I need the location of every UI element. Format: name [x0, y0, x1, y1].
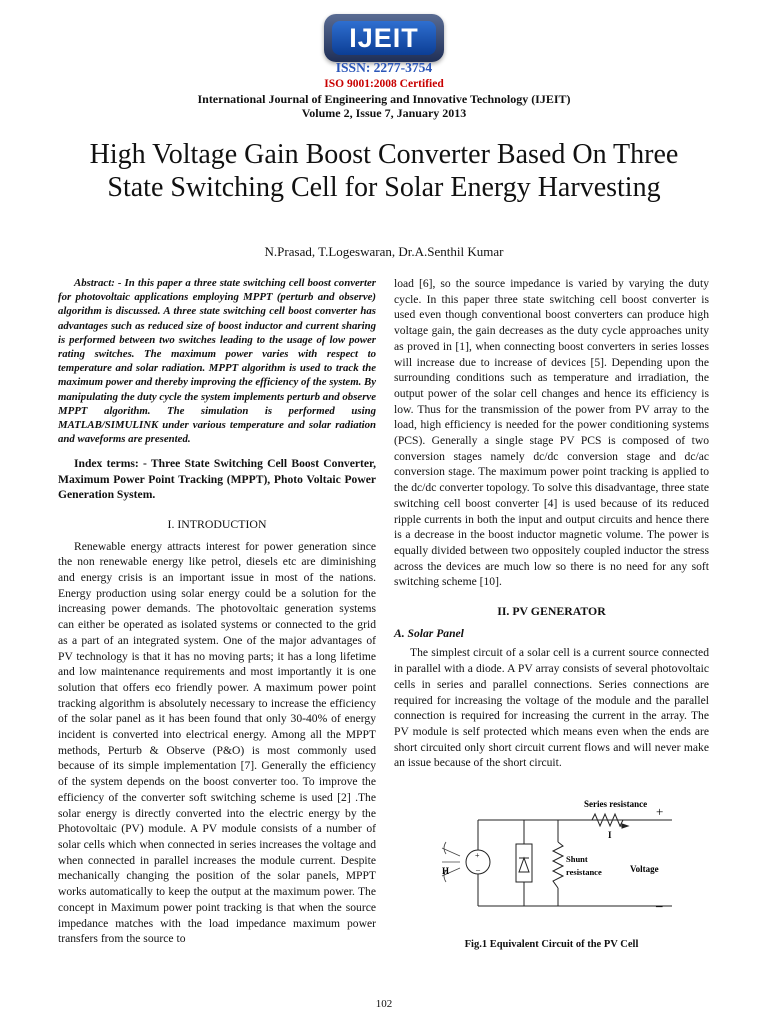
section-pv-generator-heading: II. PV GENERATOR	[497, 604, 606, 619]
source-plus: +	[475, 851, 480, 860]
irradiance-label: H	[442, 866, 450, 876]
pv-cell-equivalent-circuit-figure	[432, 796, 692, 936]
right-column	[394, 276, 709, 771]
iso-certification: ISO 9001:2008 Certified	[324, 78, 444, 90]
page-number: 102	[375, 998, 393, 1010]
paper-title: High Voltage Gain Boost Converter Based On Three State Switching Cell for Solar Energy Harvesting	[89, 139, 679, 203]
current-label: I	[608, 830, 612, 840]
journal-name: International Journal of Engineering and Innovative Technology (IJEIT)	[197, 92, 571, 106]
voltage-label: Voltage	[630, 864, 659, 874]
index-terms: Index terms: - Three State Switching Cell Boost Converter, Maximum Power Point Tracking (MPPT), Photo Voltaic Power Generation System.	[58, 457, 376, 502]
paper-authors: N.Prasad, T.Logeswaran, Dr.A.Senthil Kumar	[264, 244, 504, 259]
section-introduction-heading: I. INTRODUCTION	[167, 516, 267, 531]
introduction-text: Renewable energy attracts interest for power generation since the non renewable energy like petrol, diesels etc are diminishing and energy crisis is an important issue in most of the nations. Energy production using solar energy could be a solution for the increasing power demands. The photovoltaic generation systems can either be operated as isolated systems or connected to the grid as a part of an integrated system. One of the major advantages of PV technology is that it has no moving parts; it has a long lifetime and low maintenance requirements and most importantly it is one solution that offers eco friendly power. A maximum power point tracking algorithm is absolutely necessary to increase the efficiency of the solar panel as it has been found that only 30-40% of energy incident is converted into electrical energy. Among all the MPPT methods, Perturb & Observe (P&O) is most commonly used because of its simple implementation [7]. Generally the efficiency of the system depends on the boost converter too. To improve the efficiency of the converter soft switching scheme is used [2] .The solar energy is directly converted into the electric energy by the Photovoltaic (PV) module. A PV module consists of a number of solar cells which when connected in series increases the voltage and when connected in parallel increases the module current. Despite mechanically changing the position of the solar panels, MPPT works automatically to keep the output at the maximum power. The concept in Maximum power point tracking is that when the source impedance matches with the load impedance maximum power transfers from the source to	[58, 539, 376, 946]
subsection-solar-panel-heading: A. Solar Panel	[394, 626, 464, 640]
left-column	[58, 276, 376, 947]
introduction-continued-text: load [6], so the source impedance is varied by varying the duty cycle. In this paper three state switching cell boost converter is used even though conventional boost converters can produce high voltage gain, the gain decreases as the duty cycle approaches unity as proved in [1], when connecting boost converters in series losses will increase due to increase of devices [5]. Depending upon the surrounding conditions such as temperature and irradiation, the output power of the solar cell changes and hence its efficiency is low. Thus for the transmission of the power from PV array to the load, high efficiency is needed for the power conditioning systems (PCS). Generally a single stage PV PCS is composed of two conversion stages namely dc/dc conversion stage and dc/ac conversion stage. The maximum power point tracking is applied to the dc/dc converter topology. To solve this disadvantage, three state switching cell boost converter [4] is used because of its reduced ripple currents in both the input and output circuits and hence there is a decrease in the boost inductor magnetic volume. The power is equally divided between two oppositely coupled inductor the stress across the devices are much low so there is no need for any soft switching scheme [10].	[394, 277, 709, 589]
volume-issue: Volume 2, Issue 7, January 2013	[301, 106, 467, 120]
logo-text: IJEIT	[332, 21, 436, 55]
negative-terminal: –	[656, 898, 663, 913]
series-resistance-label: Series resistance	[584, 799, 648, 809]
figure-caption: Fig.1 Equivalent Circuit of the PV Cell	[464, 939, 639, 950]
positive-terminal: +	[656, 804, 664, 819]
solar-panel-text: The simplest circuit of a solar cell is a current source connected in parallel with a diode. A PV array consists of several photovoltaic cells in series and parallel connections. Series connections are required for increasing the voltage of the module and the parallel connection is required for increasing the current in the array. The PV module is self protected which means even when the ends are short circuited only short circuit current flows and will never make an issue because of the short circuit.	[394, 646, 709, 770]
source-minus: –	[476, 865, 480, 874]
journal-logo	[324, 14, 444, 62]
shunt-label: Shunt	[566, 854, 588, 864]
resistance-label: resistance	[566, 867, 602, 877]
abstract: Abstract: - In this paper a three state switching cell boost converter for photovoltaic applications employing MPPT (perturb and observe) algorithm is discussed. A three state switching cell boost converter has advantages such as reduced size of boost inductor and current sharing is performed between two switches leading to the usage of low power rating switches. The maximum power varies with respect to temperature and solar radiation. MPPT algorithm is used to track the maximum power and thereby improving the efficiency of the system. By manipulating the duty cycle the system implements perturb and observe MPPT algorithm. The simulation is performed using MATLAB/SIMULINK under various temperature and solar radiation and waveforms are presented.	[58, 277, 376, 446]
issn: ISSN: 2277-3754	[335, 60, 433, 75]
